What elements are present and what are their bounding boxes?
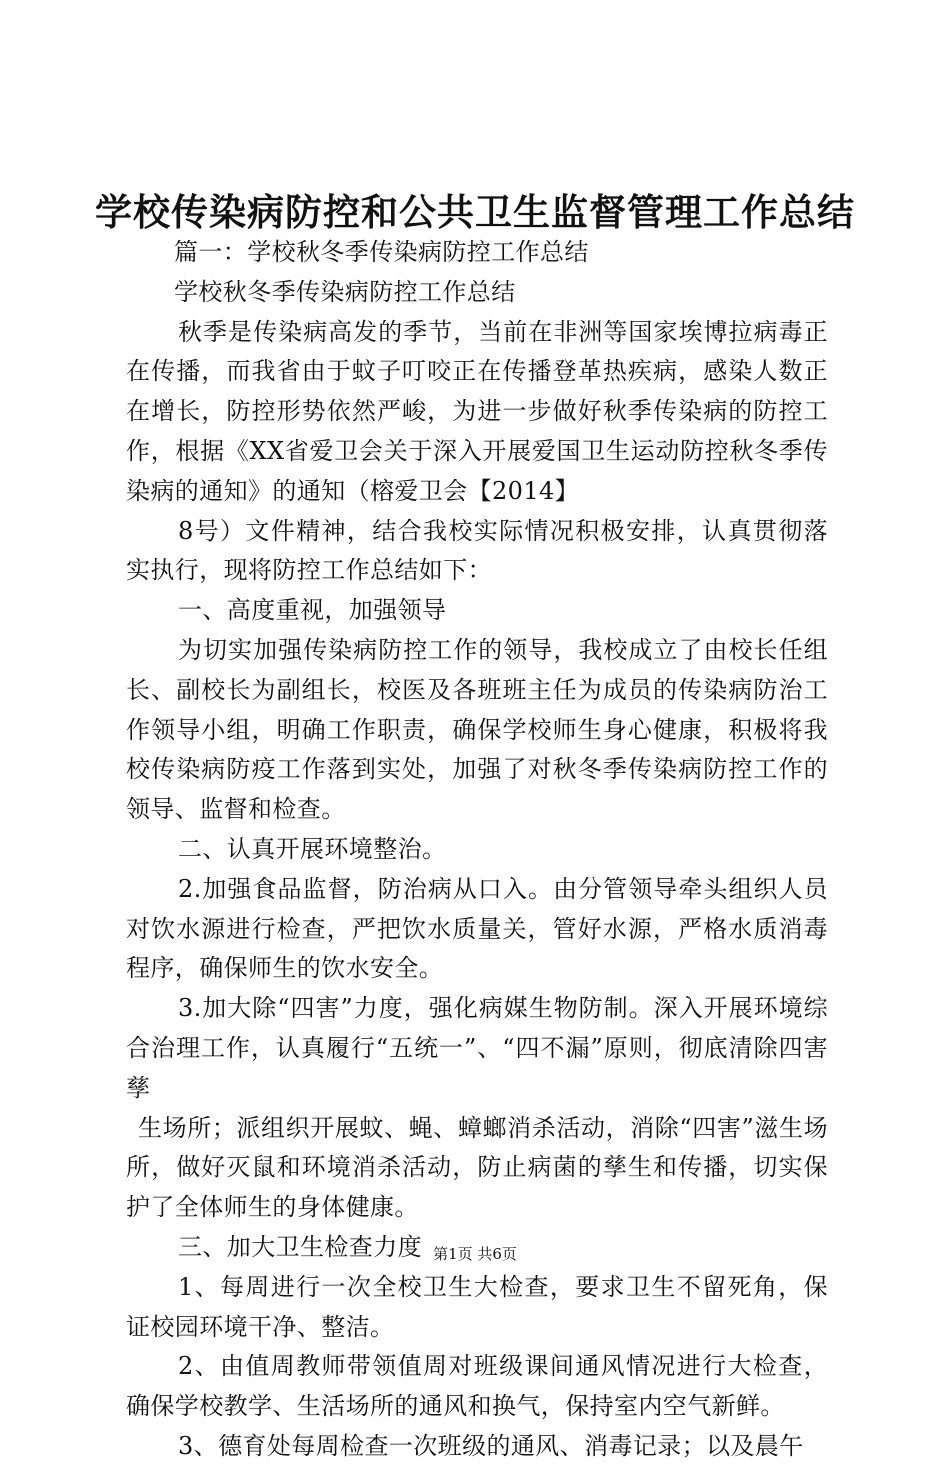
- paragraph-intro: 秋季是传染病高发的季节，当前在非洲等国家埃博拉病毒正在传播，而我省由于蚊子叮咬正在传播登革热疾病，感染人数正在增长，防控形势依然严峻，为进一步做好秋季传染病的防控工作，根据《XX省爱卫会关于深入开展爱国卫生运动防控秋冬季传染病的通知》的通知（榕爱卫会【2014】: [126, 317, 828, 505]
- document-title: 学校传染病防控和公共卫生监督管理工作总结: [95, 190, 855, 234]
- section-heading-3: 三、加大卫生检查力度: [178, 1232, 422, 1261]
- article-subtitle: 学校秋冬季传染病防控工作总结: [174, 277, 516, 306]
- document-body: [126, 233, 828, 1467]
- paragraph-leadership: 为切实加强传染病防控工作的领导，我校成立了由校长任组长、副校长为副组长，校医及各班班主任为成员的传染病防治工作领导小组，明确工作职责，确保学校师生身心健康，积极将我校传染病防疫工作落到实处，加强了对秋冬季传染病防控工作的领导、监督和检查。: [126, 635, 828, 824]
- paragraph-pest-control-continued: 生场所；派组织开展蚊、蝇、蟑螂消杀活动，消除“四害”滋生场所，做好灭鼠和环境消杀活动，防止病菌的孳生和传播，切实保护了全体师生的身体健康。: [126, 1113, 828, 1222]
- paragraph-food-supervision: 2.加强食品监督，防治病从口入。由分管领导牵头组织人员对饮水源进行检查，严把饮水质量关，管好水源，严格水质消毒程序，确保师生的饮水安全。: [126, 874, 828, 983]
- paragraph-intro-continued: 8号）文件精神，结合我校实际情况积极安排，认真贯彻落实执行，现将防控工作总结如下：: [126, 516, 828, 585]
- section-heading-part-one: 篇一：学校秋冬季传染病防控工作总结: [174, 238, 589, 266]
- paragraph-pest-control: 3.加大除“四害”力度，强化病媒生物防制。深入开展环境综合治理工作，认真履行“五统一”、“四不漏”原则，彻底清除四害孳: [126, 994, 828, 1102]
- page-number-footer: 第1页 共6页: [433, 1245, 517, 1263]
- paragraph-weekly-inspection: 1、每周进行一次全校卫生大检查，要求卫生不留死角，保证校园环境干净、整洁。: [126, 1272, 828, 1341]
- section-heading-2: 二、认真开展环境整治。: [178, 834, 447, 863]
- paragraph-moral-office-check: 3、德育处每周检查一次班级的通风、消毒记录；以及晨午: [178, 1431, 804, 1460]
- section-heading-1: 一、高度重视，加强领导: [178, 596, 447, 625]
- paragraph-ventilation-check: 2、由值周教师带领值周对班级课间通风情况进行大检查，确保学校教学、生活场所的通风和换气，保持室内空气新鲜。: [126, 1352, 828, 1421]
